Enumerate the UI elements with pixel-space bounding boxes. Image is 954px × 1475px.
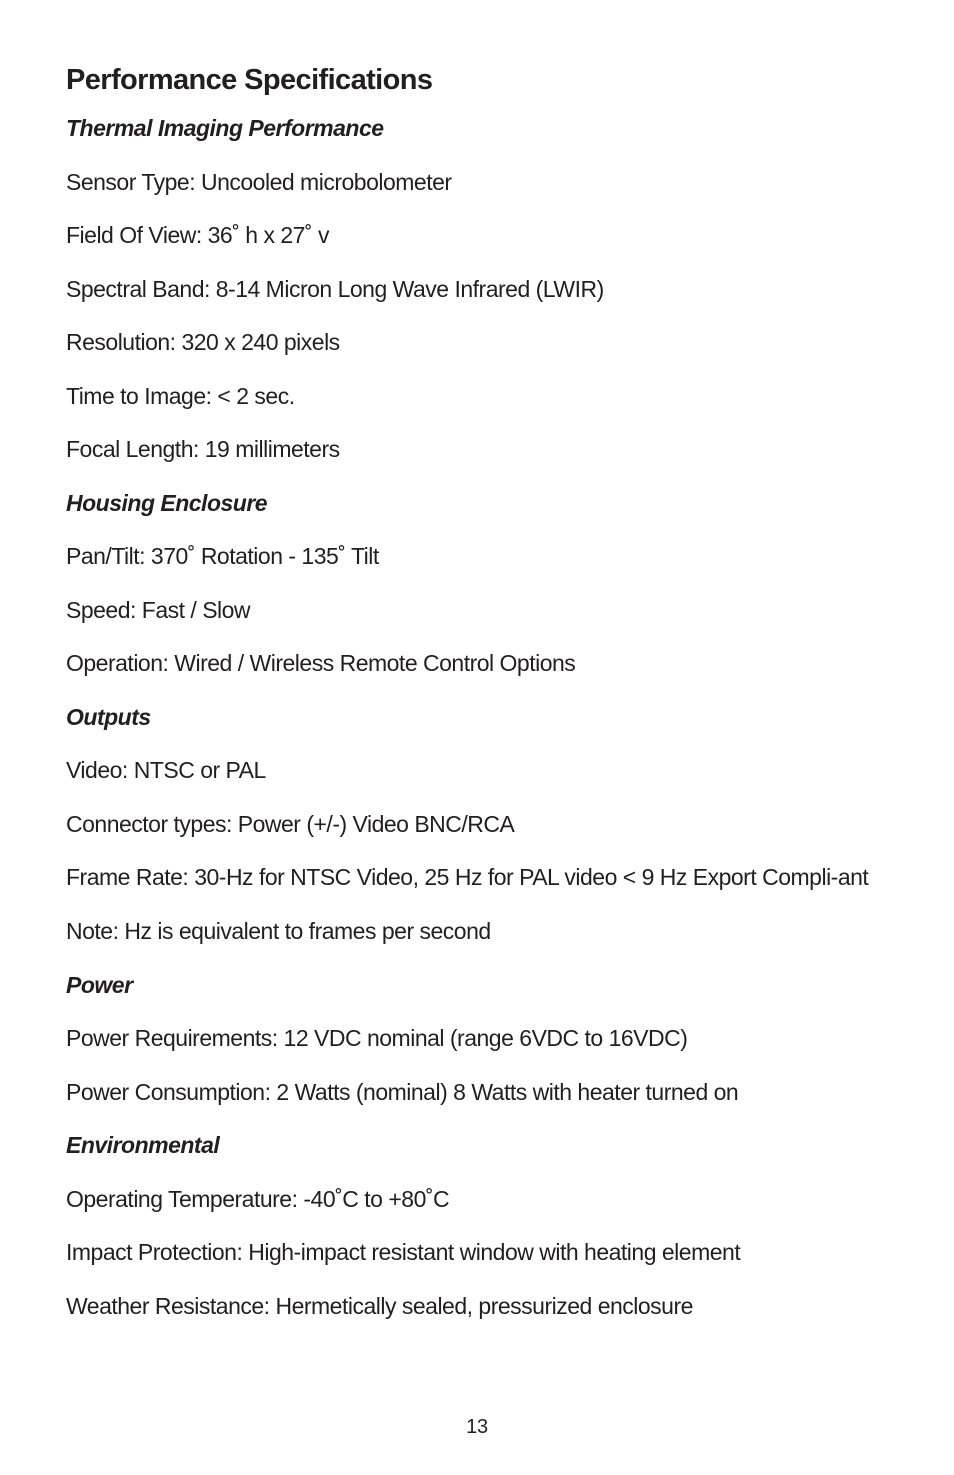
spec-impact-protection: Impact Protection: High-impact resistant window with heating element: [66, 1239, 741, 1265]
spec-operation: Operation: Wired / Wireless Remote Control Options: [66, 650, 576, 676]
spec-power-requirements: Power Requirements: 12 VDC nominal (range 6VDC to 16VDC): [66, 1025, 688, 1051]
section-outputs: [66, 691, 876, 959]
page-title: Performance Specifications: [66, 64, 433, 96]
section-power: [66, 959, 876, 1120]
spec-operating-temperature: Operating Temperature: -40˚C to +80˚C: [66, 1185, 450, 1212]
spec-power-consumption: Power Consumption: 2 Watts (nominal) 8 Watts with heater turned on: [66, 1078, 739, 1105]
spec-weather-resistance: Weather Resistance: Hermetically sealed, pressurized enclosure: [66, 1292, 693, 1319]
spec-spectral-band: Spectral Band: 8-14 Micron Long Wave Infrared (LWIR): [66, 275, 604, 302]
spec-field-of-view: Field Of View: 36˚ h x 27˚ v: [66, 222, 329, 248]
spec-time-to-image: Time to Image: < 2 sec.: [66, 382, 295, 409]
section-heading: Power: [66, 971, 133, 998]
page-number: 13: [466, 1416, 488, 1438]
spec-video: Video: NTSC or PAL: [66, 757, 266, 783]
section-heading: Environmental: [66, 1132, 220, 1158]
spec-note: Note: Hz is equivalent to frames per second: [66, 918, 491, 944]
spec-pan-tilt: Pan/Tilt: 370˚ Rotation - 135˚ Tilt: [66, 543, 379, 569]
spec-resolution: Resolution: 320 x 240 pixels: [66, 329, 340, 355]
section-heading: Thermal Imaging Performance: [66, 115, 384, 141]
section-heading: Outputs: [66, 703, 151, 730]
spec-focal-length: Focal Length: 19 millimeters: [66, 436, 340, 462]
section-thermal-imaging: [66, 102, 876, 477]
section-heading: Housing Enclosure: [66, 489, 268, 516]
section-housing-enclosure: [66, 477, 876, 691]
spec-sensor-type: Sensor Type: Uncooled microbolometer: [66, 168, 452, 195]
spec-page: [66, 58, 876, 1333]
spec-speed: Speed: Fast / Slow: [66, 596, 251, 623]
spec-connector-types: Connector types: Power (+/-) Video BNC/RCA: [66, 810, 515, 837]
spec-frame-rate: Frame Rate: 30-Hz for NTSC Video, 25 Hz for PAL video < 9 Hz Export Compli-ant: [66, 864, 869, 890]
section-environmental: [66, 1119, 876, 1333]
